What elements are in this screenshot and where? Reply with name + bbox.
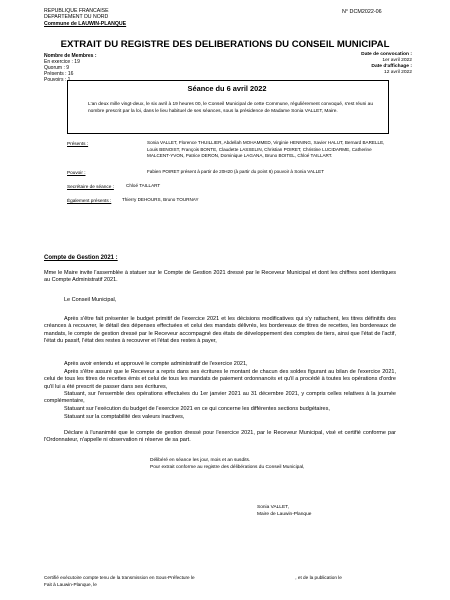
paragraph-receiver: Après s'être assuré que le Receveur a repris dans ses écritures le montant de chacun des soldes figurant au bilan de l'exercice 2021, celui de tous les titres de recettes émis et celui de tous les mandats de paiement ordonnancés et qu'il a procédé à toutes les opérations d'ordre qu'il lui a été prescrit de passer dans ses écritures,: [44, 369, 396, 390]
footer-executory-text: Certifié exécutoire compte tenu de la transmission en Sous-Préfecture le: [44, 575, 195, 580]
closing-line-1: Délibéré en séance les jour, mois et an susdits.: [150, 458, 251, 463]
proxy-value: Fabien POIRET présent à partir de 20H20 (à partir du point 6) pouvoir à Sonia VALLET: [147, 169, 325, 174]
signature-block: [257, 504, 311, 518]
paragraph-operations: Statuant, sur l'ensemble des opérations effectuées du 1er janvier 2021 au 31 décembre 2021, y compris celles relatives à la journée complémentaire,: [44, 391, 396, 405]
header-left: [44, 8, 126, 27]
secretary-label: Secrétaire de séance :: [67, 184, 114, 189]
session-title: Séance du 6 avril 2022: [187, 84, 267, 93]
posting-label: Date d'affichage :: [371, 64, 412, 69]
convocation-label: Date de convocation :: [361, 52, 412, 57]
paragraph-budget: Après s'être fait présenter le budget primitif de l'exercice 2021 et les décisions modificatives qui s'y rattachent, les titres définitifs des créances à recouvrer, le détail des dépenses effectuées et celui des mandats délivrés, les bordereaux de titres de recettes, les bordereaux de mandats, le compte de gestion dressé par le Receveur accompagné des états de développement des comptes de tiers, ainsi que l'état de l'actif, l'état du passif, l'état des restes à recouvrer et l'état des restes à payer,: [44, 316, 396, 344]
footer-block: [44, 575, 342, 588]
members-proxies: Pouvoirs : 1: [44, 77, 71, 83]
also-present-value: Thierry DEHOURS, Bruno TOURNAY: [122, 197, 199, 202]
signature-name: Sonia VALLET,: [257, 505, 289, 510]
paragraph-approval: Après avoir entendu et approuvé le compte administratif de l'exercice 2021,: [64, 361, 248, 367]
dates-block: [361, 52, 412, 76]
section-title: Compte de Gestion 2021 :: [44, 255, 118, 261]
closing-line-2: Pour extrait conforme au registre des délibérations du Conseil Municipal,: [150, 465, 305, 470]
footer-line-1: [44, 575, 342, 582]
footer-publication-text: , et de la publication le: [295, 575, 342, 580]
posting-value: 12 avril 2022: [383, 70, 412, 75]
secretary-value: Chloé TAILLART: [126, 183, 161, 188]
present-list: Sonia VALLET, Florence THUILLIER, Abdellah MOHAMMED, Virginie HENNING, Xavier HALUT, Bernard BARELLE, Louis BENOIST, François BONTE, Claudette LASSELIN, Christian POIRET, Christine LUCIDARME, Catherine MALCENT-YVON, Patrice DERON, Dominique LAGANA, Bruno BOITEL, Chloé TAILLART.: [147, 140, 385, 159]
convocation-value: 1er avril 2022: [382, 58, 412, 63]
members-in-office: En exercice : 19: [44, 59, 80, 65]
paragraph-declaration: Déclare à l'unanimité que le compte de gestion dressé pour l'exercice 2021, par le Receveur Municipal, visé et certifié conforme par l'Ordonnateur, n'appelle ni observation ni réserve de sa part.: [44, 430, 396, 444]
members-present: Présents : 16: [44, 71, 74, 77]
paragraph-intro: Mme le Maire invite l'assemblée à statuer sur le Compte de Gestion 2021 dressé par le Receveur Municipal et dont les chiffres sont identiques au Compte Administratif 2021.: [44, 270, 396, 284]
signature-role: Maire de Lauwin-Planque: [257, 512, 312, 517]
also-present-label: Également présents :: [67, 198, 112, 203]
members-heading: Nombre de Membres :: [44, 53, 97, 59]
header-commune: Commune de LAUWIN-PLANQUE: [44, 20, 127, 27]
proxy-label: Pouvoir :: [67, 170, 86, 175]
header-department: DEPARTEMENT DU NORD: [44, 14, 109, 21]
session-text: L'an deux mille vingt-deux, le six avril à 19 heures 00, le Conseil Municipal de cette Commune, régulièrement convoqué, s'est réuni au nombre prescrit par la loi, dans le lieu habituel de ses séances, sous la présidence de Madame Sonia VALLET, Maire.: [88, 102, 373, 115]
present-label: Présents :: [67, 141, 89, 146]
header-republic: REPUBLIQUE FRANCAISE: [44, 8, 109, 14]
paragraph-execution: Statuant sur l'exécution du budget de l'exercice 2021 en ce qui concerne les différentes sections budgétaires,: [64, 406, 330, 412]
page-title: EXTRAIT DU REGISTRE DES DELIBERATIONS DU CONSEIL MUNICIPAL: [60, 39, 390, 50]
footer-line-2: Fait à Lauwin-Planque, le: [44, 581, 97, 587]
document-reference: N° DCM2022-06: [342, 9, 382, 15]
paragraph-council: Le Conseil Municipal,: [64, 297, 117, 303]
closing-block: [150, 457, 304, 471]
paragraph-values: Statuant sur la comptabilité des valeurs inactives,: [64, 414, 185, 420]
members-block: [44, 53, 97, 83]
members-quorum: Quorum : 9: [44, 65, 70, 71]
